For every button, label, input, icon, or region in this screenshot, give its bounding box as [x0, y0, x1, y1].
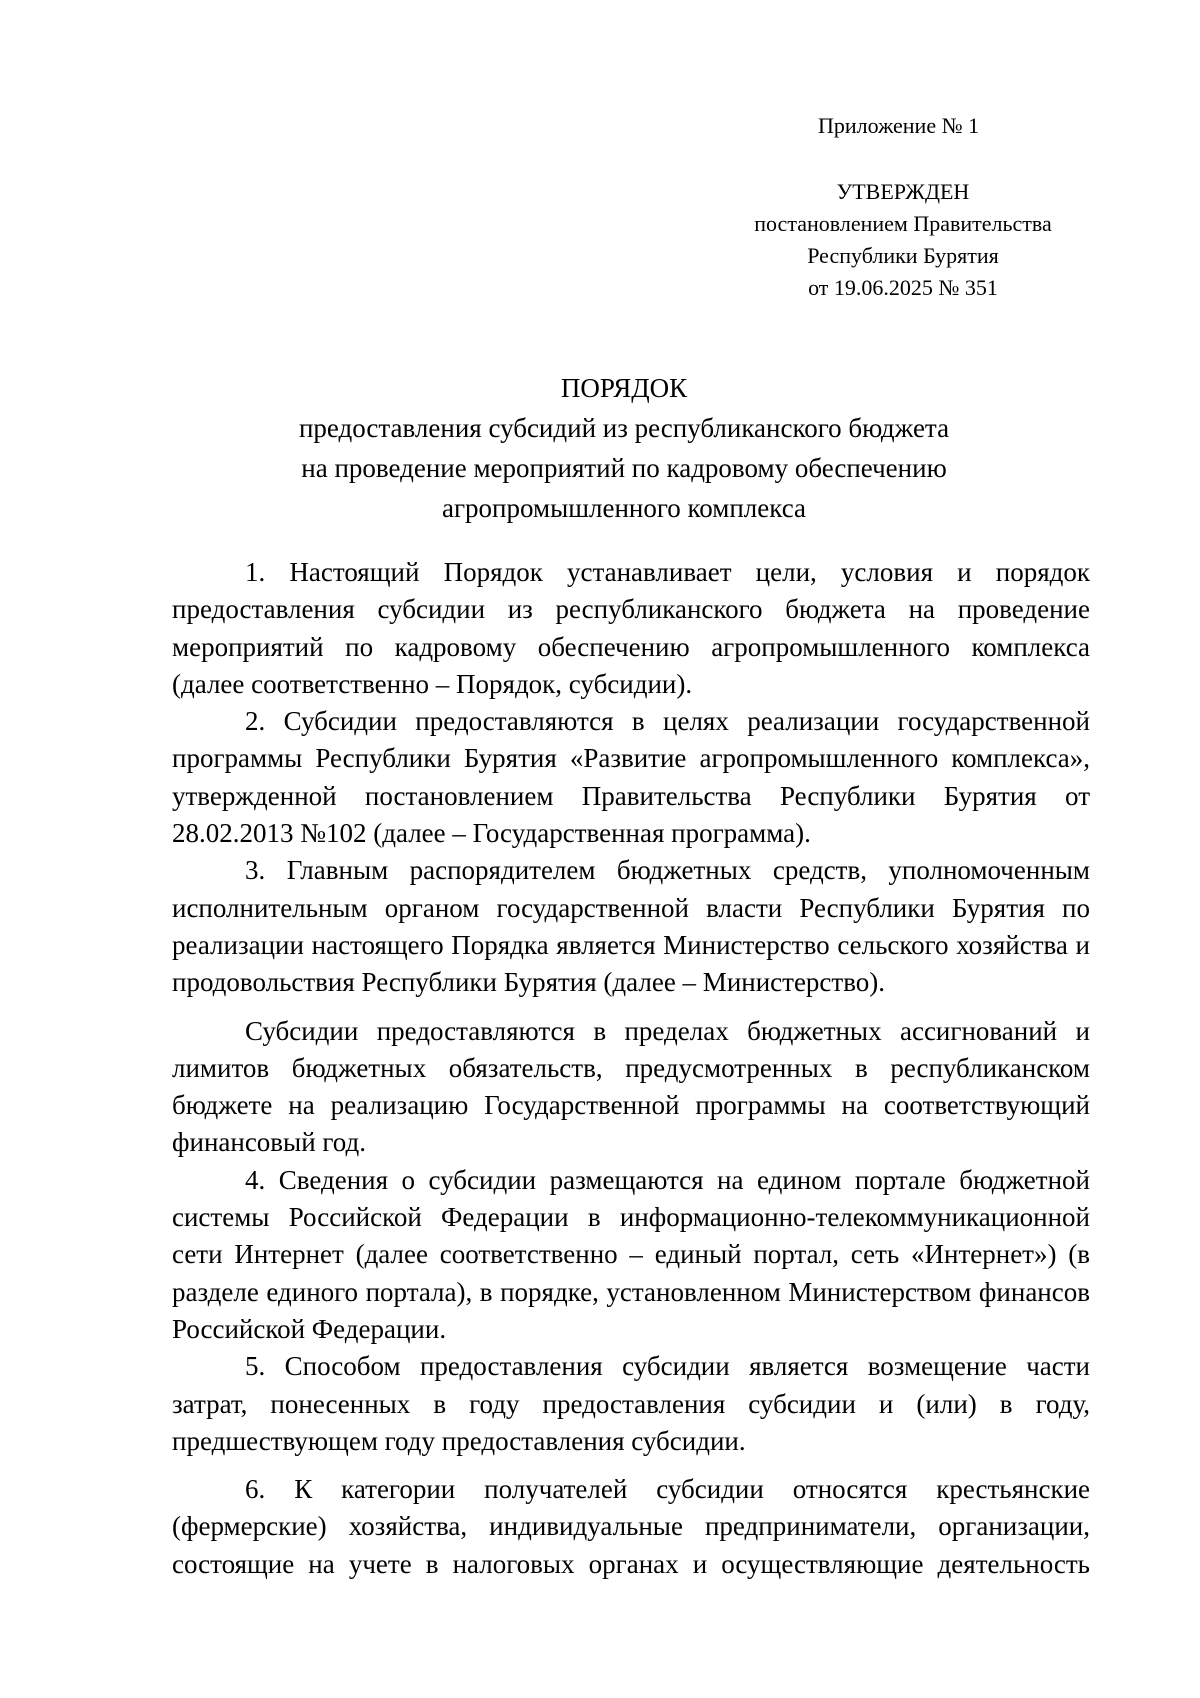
paragraph-5: 5. Способом предоставления субсидии является возмещение части затрат, понесенных в году предоставления субсидии и (или) в году, предшествующем году предоставления субсидии.	[172, 1351, 1090, 1456]
approval-block	[730, 176, 1076, 304]
paragraph-1: 1. Настоящий Порядок устанавливает цели, условия и порядок предоставления субсидии из республиканского бюджета на проведение мероприятий по кадровому обеспечению агропромышленного комплекса (далее соответственно – Порядок, субсидии).	[172, 557, 1090, 699]
paragraph-2: 2. Субсидии предоставляются в целях реализации государственной программы Республики Бурятия «Развитие агропромышленного комплекса», утвержденной постановлением Правительства Республики Бурятия от 28.02.2013 №102 (далее – Государственная программа).	[172, 706, 1090, 849]
appendix-label: Приложение № 1	[818, 113, 980, 138]
paragraph-6: 6. К категории получателей субсидии относятся крестьянские (фермерские) хозяйства, индивидуальные предприниматели, организации, состоящие на учете в налоговых органах и осуществляющие деятельность	[172, 1474, 1090, 1579]
approval-line-date: от 19.06.2025 № 351	[808, 275, 998, 300]
paragraph-3-continued: Субсидии предоставляются в пределах бюджетных ассигнований и лимитов бюджетных обязательств, предусмотренных в республиканском бюджете на реализацию Государственной программы на соответствующий финансовый год.	[172, 1015, 1090, 1158]
title-line-2: на проведение мероприятий по кадровому обеспечению	[301, 453, 947, 483]
approval-line-republic: Республики Бурятия	[807, 243, 999, 268]
title-heading: ПОРЯДОК	[560, 373, 688, 403]
approval-line-resolution: постановлением Правительства	[754, 211, 1052, 236]
document-title	[160, 368, 1088, 528]
paragraph-3: 3. Главным распорядителем бюджетных средств, уполномоченным исполнительным органом государственной власти Республики Бурятия по реализации настоящего Порядка является Министерство сельского хозяйства и продовольствия Республики Бурятия (далее – Министерство).	[172, 855, 1090, 998]
title-line-3: агропромышленного комплекса	[442, 493, 806, 523]
paragraph-4: 4. Сведения о субсидии размещаются на едином портале бюджетной системы Российской Федерации в информационно-телекоммуникационной сети Интернет (далее соответственно – единый портал, сеть «Интернет») (в разделе единого портала), в порядке, установленном Министерством финансов Российской Федерации.	[172, 1164, 1090, 1344]
document-body	[172, 554, 1090, 1583]
title-line-1: предоставления субсидий из республиканского бюджета	[298, 413, 950, 443]
approval-line-approved: УТВЕРЖДЕН	[836, 179, 970, 204]
